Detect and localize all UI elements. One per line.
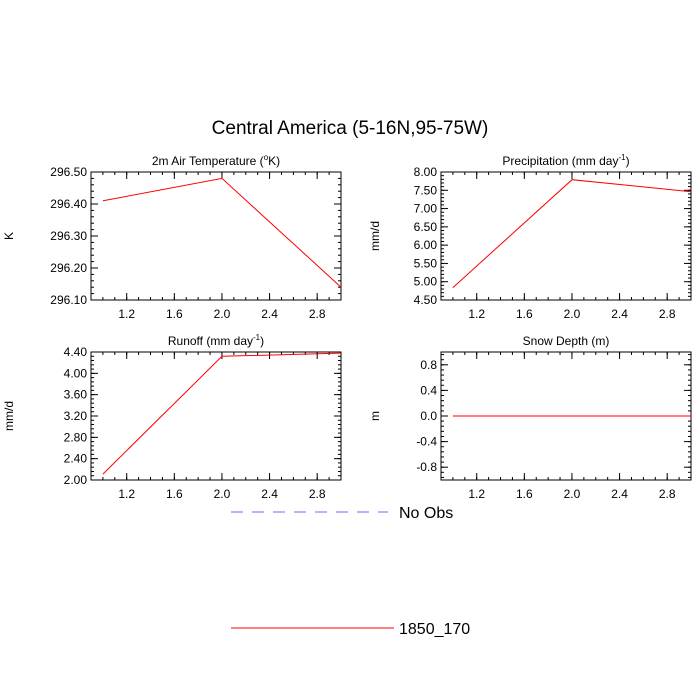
panel-title: [523, 334, 610, 348]
series-line-1850-170: [453, 180, 691, 288]
x-tick-label: 2.0: [563, 487, 581, 501]
y-tick-label: -0.4: [416, 434, 437, 449]
y-tick-label: 2.80: [63, 430, 87, 445]
panel-title: [502, 153, 629, 168]
plot-frame: [91, 172, 341, 300]
series-line-1850-170: [103, 178, 341, 287]
panel-title-suffix: ): [260, 334, 265, 348]
x-tick-label: 2.4: [611, 487, 628, 501]
y-tick-label: 296.30: [50, 229, 87, 243]
y-tick-label: 3.60: [63, 387, 87, 402]
x-tick-label: 1.6: [515, 307, 533, 321]
legend: [231, 505, 470, 638]
y-tick-label: 3.20: [63, 409, 87, 423]
y-tick-label: 296.50: [50, 165, 87, 179]
panel-title-suffix: ): [625, 154, 630, 168]
x-tick-label: 2.0: [563, 307, 581, 321]
y-tick-label: 0.4: [420, 383, 437, 398]
y-axis-label: m: [368, 411, 382, 421]
panel-1: [2, 153, 341, 321]
y-axis-label: mm/d: [2, 401, 16, 431]
plot-frame: [91, 352, 341, 480]
x-tick-label: 1.2: [118, 307, 136, 321]
y-tick-label: 5.00: [413, 274, 437, 289]
x-tick-label: 2.8: [308, 307, 326, 321]
x-tick-label: 2.8: [308, 487, 326, 501]
y-tick-label: 0.8: [420, 357, 437, 372]
y-tick-label: 4.40: [63, 345, 87, 359]
panels: [2, 153, 691, 501]
x-tick-label: 2.0: [213, 307, 231, 321]
y-tick-label: 0.0: [420, 409, 437, 423]
x-tick-label: 1.2: [468, 487, 486, 501]
x-tick-label: 2.4: [261, 307, 278, 321]
figure-title: Central America (5-16N,95-75W): [211, 118, 489, 139]
x-tick-label: 2.4: [261, 487, 278, 501]
y-tick-label: -0.8: [416, 460, 437, 475]
y-tick-label: 4.50: [413, 293, 437, 307]
panel-title-main: Runoff (mm day: [167, 334, 254, 348]
x-tick-label: 2.8: [658, 487, 676, 501]
y-tick-label: 5.50: [413, 256, 437, 271]
legend-label-1850-170: 1850_170: [399, 621, 471, 638]
panel-title-main: 2m Air Temperature (: [151, 154, 264, 168]
panel-title-superscript: -1: [253, 333, 261, 342]
x-tick-label: 1.2: [468, 307, 486, 321]
y-tick-label: 7.50: [413, 183, 437, 198]
series-line-1850-170: [103, 353, 341, 474]
panel-4: [368, 334, 691, 501]
x-tick-label: 1.2: [118, 487, 136, 501]
panel-title-suffix: K): [268, 154, 281, 168]
panel-title: [168, 333, 264, 348]
y-tick-label: 6.00: [413, 238, 437, 253]
y-tick-label: 296.40: [50, 197, 87, 211]
x-tick-label: 1.6: [165, 307, 183, 321]
y-tick-label: 6.50: [413, 219, 437, 234]
panel-title-superscript: -1: [618, 153, 626, 162]
y-tick-label: 4.00: [63, 366, 87, 381]
x-tick-label: 1.6: [515, 487, 533, 501]
x-tick-label: 2.4: [611, 307, 628, 321]
x-tick-label: 2.0: [213, 487, 231, 501]
x-tick-label: 2.8: [658, 307, 676, 321]
y-tick-label: 2.00: [63, 473, 87, 487]
plot-frame: [441, 172, 691, 300]
y-tick-label: 296.20: [50, 261, 87, 275]
panel-title: [152, 153, 280, 168]
y-tick-label: 7.00: [413, 201, 437, 216]
panel-title-main: Precipitation (mm day: [502, 154, 619, 168]
y-axis-label: K: [2, 231, 16, 241]
panel-2: [368, 153, 691, 321]
panel-3: [2, 333, 341, 501]
panel-title-main: Snow Depth (m): [522, 334, 610, 348]
panel-title-superscript: o: [263, 153, 269, 162]
legend-label-no-obs: No Obs: [399, 505, 454, 522]
x-tick-label: 1.6: [165, 487, 183, 501]
y-axis-label: mm/d: [368, 221, 382, 251]
y-tick-label: 296.10: [50, 293, 87, 307]
y-tick-label: 8.00: [413, 165, 437, 179]
y-tick-label: 2.40: [63, 451, 87, 466]
